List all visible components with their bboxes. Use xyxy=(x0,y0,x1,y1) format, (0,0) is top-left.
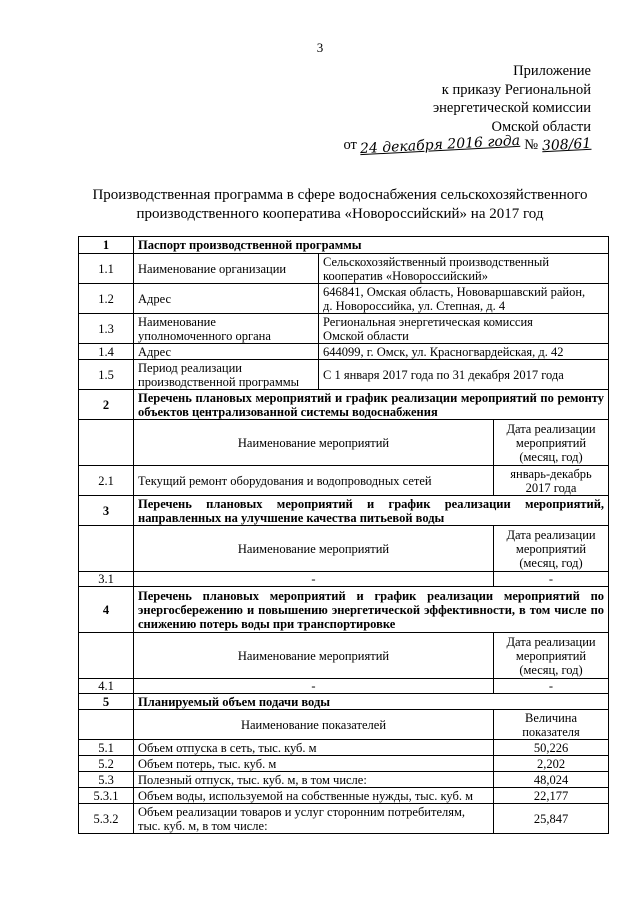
table-row xyxy=(79,254,609,284)
row-value: 22,177 xyxy=(494,788,609,804)
row-number: 5.3 xyxy=(79,772,134,788)
order-date-line xyxy=(343,132,592,158)
empty-cell xyxy=(79,633,134,679)
empty-cell xyxy=(79,526,134,572)
label-line: производственной программы xyxy=(138,374,300,389)
table-row xyxy=(79,788,609,804)
header-line: (месяц, год) xyxy=(519,662,583,677)
header-line: показателя xyxy=(522,724,580,739)
section-header: Перечень плановых мероприятий и график реализации мероприятий по ремонту объектов централизованной системы водоснабжения xyxy=(134,390,609,420)
column-header-row xyxy=(79,710,609,740)
section-header-row xyxy=(79,390,609,420)
date-line: 2017 года xyxy=(525,480,577,495)
page-number: 3 xyxy=(316,40,324,55)
value-line: Региональная энергетическая комиссия xyxy=(323,314,533,329)
section-number: 3 xyxy=(79,496,134,526)
value-line: Омской области xyxy=(323,328,409,343)
row-number: 3.1 xyxy=(79,572,134,587)
section-header: Перечень плановых мероприятий и график реализации мероприятий, направленных на улучшение качества питьевой воды xyxy=(134,496,609,526)
production-program-table xyxy=(78,236,609,834)
name-line: тыс. куб. м, в том числе: xyxy=(138,818,268,833)
section-header-row xyxy=(79,587,609,633)
title-line: Производственная программа в сфере водоснабжения сельскохозяйственного xyxy=(92,187,588,203)
section-number: 2 xyxy=(79,390,134,420)
section-number: 4 xyxy=(79,587,134,633)
row-name: Полезный отпуск, тыс. куб. м, в том числе: xyxy=(134,772,494,788)
row-number: 1.5 xyxy=(79,360,134,390)
section-header-row xyxy=(79,496,609,526)
column-header-date xyxy=(494,526,609,572)
header-line: (месяц, год) xyxy=(519,555,583,570)
table-row xyxy=(79,284,609,314)
header-line: мероприятий xyxy=(515,648,587,663)
row-label: Адрес xyxy=(134,284,319,314)
row-name: Объем воды, используемой на собственные нужды, тыс. куб. м xyxy=(134,788,494,804)
row-name: - xyxy=(134,572,494,587)
table-row xyxy=(79,314,609,344)
row-date xyxy=(494,466,609,496)
from-label: от xyxy=(343,137,357,153)
section-number: 1 xyxy=(79,237,134,254)
appendix-line: энергетической комиссии xyxy=(432,100,591,116)
label-line: Период реализации xyxy=(138,360,242,375)
appendix-line: Омской области xyxy=(491,118,591,135)
row-value: 644099, г. Омск, ул. Красногвардейская, д. 42 xyxy=(319,344,609,360)
row-name: - xyxy=(134,679,494,694)
row-value: 2,202 xyxy=(494,756,609,772)
column-header-row xyxy=(79,633,609,679)
appendix-block xyxy=(343,62,592,158)
row-number: 4.1 xyxy=(79,679,134,694)
column-header-name: Наименование мероприятий xyxy=(134,420,494,466)
header-line: (месяц, год) xyxy=(519,449,583,464)
row-label xyxy=(134,360,319,390)
table-row xyxy=(79,756,609,772)
table-row xyxy=(79,344,609,360)
column-header-date xyxy=(494,420,609,466)
appendix-line: Приложение xyxy=(513,63,591,79)
title-line: производственного кооператива «Новороссийский» на 2017 год xyxy=(136,206,544,222)
empty-cell xyxy=(79,420,134,466)
header-line: мероприятий xyxy=(515,541,587,556)
row-value xyxy=(319,314,609,344)
row-value xyxy=(319,284,609,314)
row-label: Адрес xyxy=(134,344,319,360)
table-row xyxy=(79,772,609,788)
row-date: - xyxy=(494,679,609,694)
row-value: 25,847 xyxy=(494,804,609,834)
section-header: Планируемый объем подачи воды xyxy=(134,694,609,710)
row-label xyxy=(134,314,319,344)
row-number: 1.4 xyxy=(79,344,134,360)
label-line: уполномоченного органа xyxy=(138,328,271,343)
column-header-date xyxy=(494,633,609,679)
row-value: С 1 января 2017 года по 31 декабря 2017 года xyxy=(319,360,609,390)
column-header-row xyxy=(79,420,609,466)
column-header-value xyxy=(494,710,609,740)
row-number: 1.2 xyxy=(79,284,134,314)
section-header: Паспорт производственной программы xyxy=(134,237,609,254)
row-name xyxy=(134,804,494,834)
date-line: январь-декабрь xyxy=(510,466,592,481)
section-header-row xyxy=(79,237,609,254)
appendix-line: к приказу Региональной xyxy=(441,81,591,98)
header-line: мероприятий xyxy=(515,435,587,450)
value-line: кооператив «Новороссийский» xyxy=(323,268,488,283)
row-number: 1.3 xyxy=(79,314,134,344)
column-header-name: Наименование мероприятий xyxy=(134,526,494,572)
row-number: 1.1 xyxy=(79,254,134,284)
name-line: Объем реализации товаров и услуг сторонним потребителям, xyxy=(138,804,466,819)
table-row xyxy=(79,572,609,587)
document-title xyxy=(60,186,620,224)
column-header-row xyxy=(79,526,609,572)
table-row xyxy=(79,740,609,756)
column-header-name: Наименование показателей xyxy=(134,710,494,740)
row-number: 2.1 xyxy=(79,466,134,496)
section-number: 5 xyxy=(79,694,134,710)
label-line: Наименование xyxy=(138,314,216,329)
table-row xyxy=(79,466,609,496)
row-value: 48,024 xyxy=(494,772,609,788)
value-line: Сельскохозяйственный производственный xyxy=(323,254,550,269)
row-number: 5.3.1 xyxy=(79,788,134,804)
value-line: 646841, Омская область, Нововаршавский район, xyxy=(323,284,586,299)
value-line: д. Новороссийка, ул. Степная, д. 4 xyxy=(323,298,506,313)
handwritten-number: 308/61 xyxy=(541,135,592,155)
row-name: Объем отпуска в сеть, тыс. куб. м xyxy=(134,740,494,756)
table-row xyxy=(79,679,609,694)
row-name: Текущий ремонт оборудования и водопроводных сетей xyxy=(134,466,494,496)
header-line: Величина xyxy=(525,710,578,725)
row-number: 5.1 xyxy=(79,740,134,756)
row-value xyxy=(319,254,609,284)
row-label: Наименование организации xyxy=(134,254,319,284)
column-header-name: Наименование мероприятий xyxy=(134,633,494,679)
empty-cell xyxy=(79,710,134,740)
row-name: Объем потерь, тыс. куб. м xyxy=(134,756,494,772)
header-line: Дата реализации xyxy=(506,634,596,649)
header-line: Дата реализации xyxy=(506,421,596,436)
header-line: Дата реализации xyxy=(506,527,596,542)
section-header: Перечень плановых мероприятий и график реализации мероприятий по энергосбережению и повышению энергетической эффективности, в том числе по снижению потерь воды при транспортировке xyxy=(134,587,609,633)
handwritten-date: 24 декабря 2016 года xyxy=(360,132,521,158)
row-date: - xyxy=(494,572,609,587)
row-number: 5.2 xyxy=(79,756,134,772)
table-row xyxy=(79,804,609,834)
section-header-row xyxy=(79,694,609,710)
number-label: № xyxy=(524,137,539,153)
row-number: 5.3.2 xyxy=(79,804,134,834)
row-value: 50,226 xyxy=(494,740,609,756)
table-row xyxy=(79,360,609,390)
